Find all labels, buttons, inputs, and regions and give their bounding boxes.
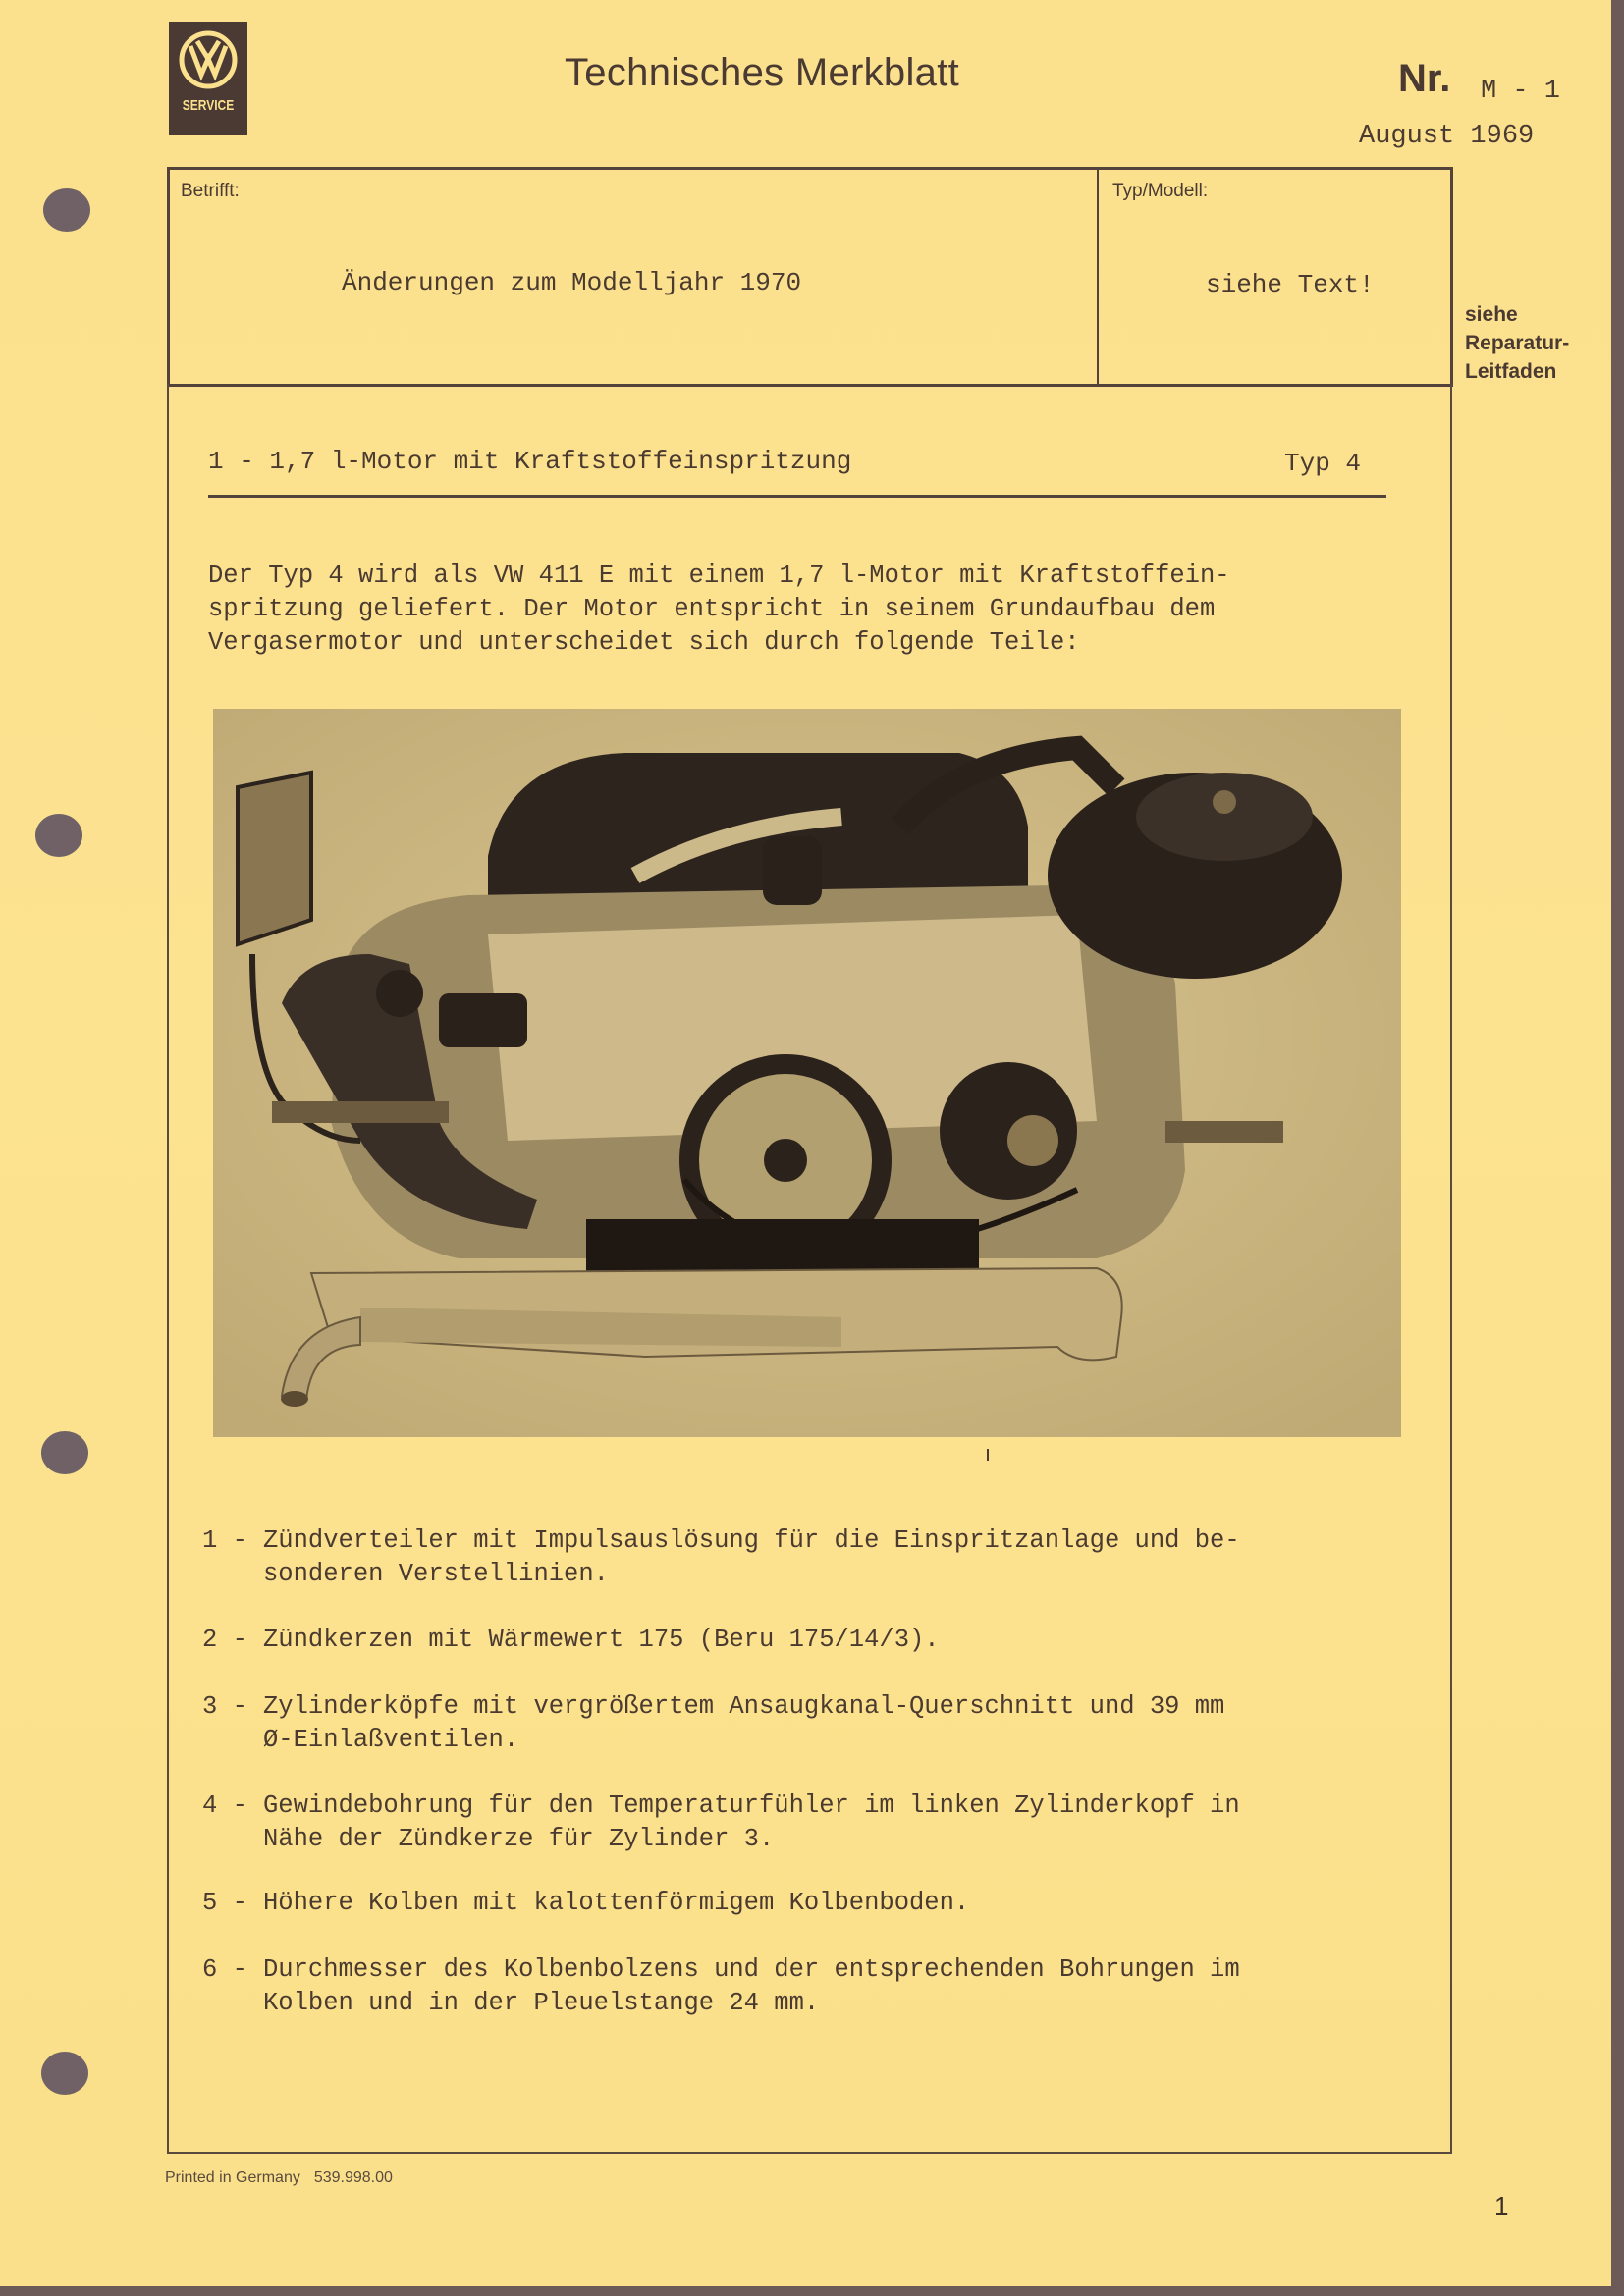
side-note-line: Reparatur-: [1465, 332, 1570, 354]
punch-hole: [41, 2052, 88, 2095]
list-item: [202, 1524, 1240, 1591]
section-rule: [208, 495, 1386, 498]
document-title: Technisches Merkblatt: [565, 51, 960, 94]
side-note-line: Leitfaden: [1465, 360, 1557, 383]
betrifft-value: Änderungen zum Modelljahr 1970: [342, 268, 802, 297]
intro-paragraph: [208, 560, 1230, 660]
footer-print-info: [165, 2169, 393, 2187]
intro-line: spritzung geliefert. Der Motor entspricht in seinem Grundaufbau dem: [208, 595, 1216, 623]
punch-hole: [41, 1431, 88, 1474]
list-item-number: 2 -: [202, 1626, 247, 1654]
list-item: [202, 1887, 969, 1920]
section-type: Typ 4: [1284, 449, 1362, 478]
number-label: Nr.: [1398, 57, 1451, 100]
side-note-line: siehe: [1465, 303, 1518, 326]
list-item: [202, 1953, 1240, 2020]
betrifft-label: Betrifft:: [181, 181, 240, 201]
intro-line: Vergasermotor und unterscheidet sich durch folgende Teile:: [208, 628, 1080, 657]
vw-logo-icon: [178, 29, 239, 90]
service-label: SERVICE: [182, 97, 235, 114]
list-item-text: Nähe der Zündkerze für Zylinder 3.: [263, 1825, 775, 1853]
typ-modell-label: Typ/Modell:: [1112, 181, 1209, 201]
list-item-text: Durchmesser des Kolbenbolzens und der entsprechenden Bohrungen im: [263, 1955, 1240, 1984]
list-item-text: sonderen Verstellinien.: [263, 1560, 609, 1588]
list-item-number: 3 -: [202, 1692, 247, 1721]
list-item-number: 4 -: [202, 1791, 247, 1820]
subject-box-divider: [1097, 170, 1099, 384]
list-item-number: 5 -: [202, 1889, 247, 1917]
vw-service-logo: [169, 22, 247, 135]
list-item: [202, 1624, 940, 1657]
list-item-text: Kolben und in der Pleuelstange 24 mm.: [263, 1989, 820, 2017]
list-item-text: Ø-Einlaßventilen.: [263, 1726, 519, 1754]
printed-in-label: Printed in Germany: [165, 2169, 300, 2186]
subject-box: [167, 167, 1453, 387]
engine-photo: [213, 709, 1401, 1437]
list-item-text: Höhere Kolben mit kalottenförmigem Kolbenboden.: [263, 1889, 970, 1917]
list-item-text: Zylinderköpfe mit vergrößertem Ansaugkanal-Querschnitt und 39 mm: [263, 1692, 1225, 1721]
document-date: August 1969: [1359, 122, 1535, 151]
typ-modell-value: siehe Text!: [1206, 270, 1375, 299]
page-number: 1: [1494, 2191, 1509, 2220]
list-item-text: Zündverteiler mit Impulsauslösung für die Einspritzanlage und be-: [263, 1526, 1240, 1555]
list-item-text: Zündkerzen mit Wärmewert 175 (Beru 175/14/3).: [263, 1626, 940, 1654]
punch-hole: [35, 814, 82, 857]
list-item-text: Gewindebohrung für den Temperaturfühler im linken Zylinderkopf in: [263, 1791, 1240, 1820]
section-heading: 1 - 1,7 l-Motor mit Kraftstoffeinspritzung: [208, 447, 852, 476]
photo-mark: [987, 1449, 989, 1461]
intro-line: Der Typ 4 wird als VW 411 E mit einem 1,7 l-Motor mit Kraftstoffein-: [208, 561, 1230, 590]
side-note: [1465, 300, 1569, 386]
list-item: [202, 1690, 1224, 1757]
document-code: 539.998.00: [313, 2169, 393, 2186]
list-item: [202, 1789, 1240, 1856]
punch-hole: [43, 188, 90, 232]
list-item-number: 6 -: [202, 1955, 247, 1984]
number-value: M - 1: [1481, 77, 1561, 106]
engine-illustration: [213, 709, 1401, 1437]
list-item-number: 1 -: [202, 1526, 247, 1555]
